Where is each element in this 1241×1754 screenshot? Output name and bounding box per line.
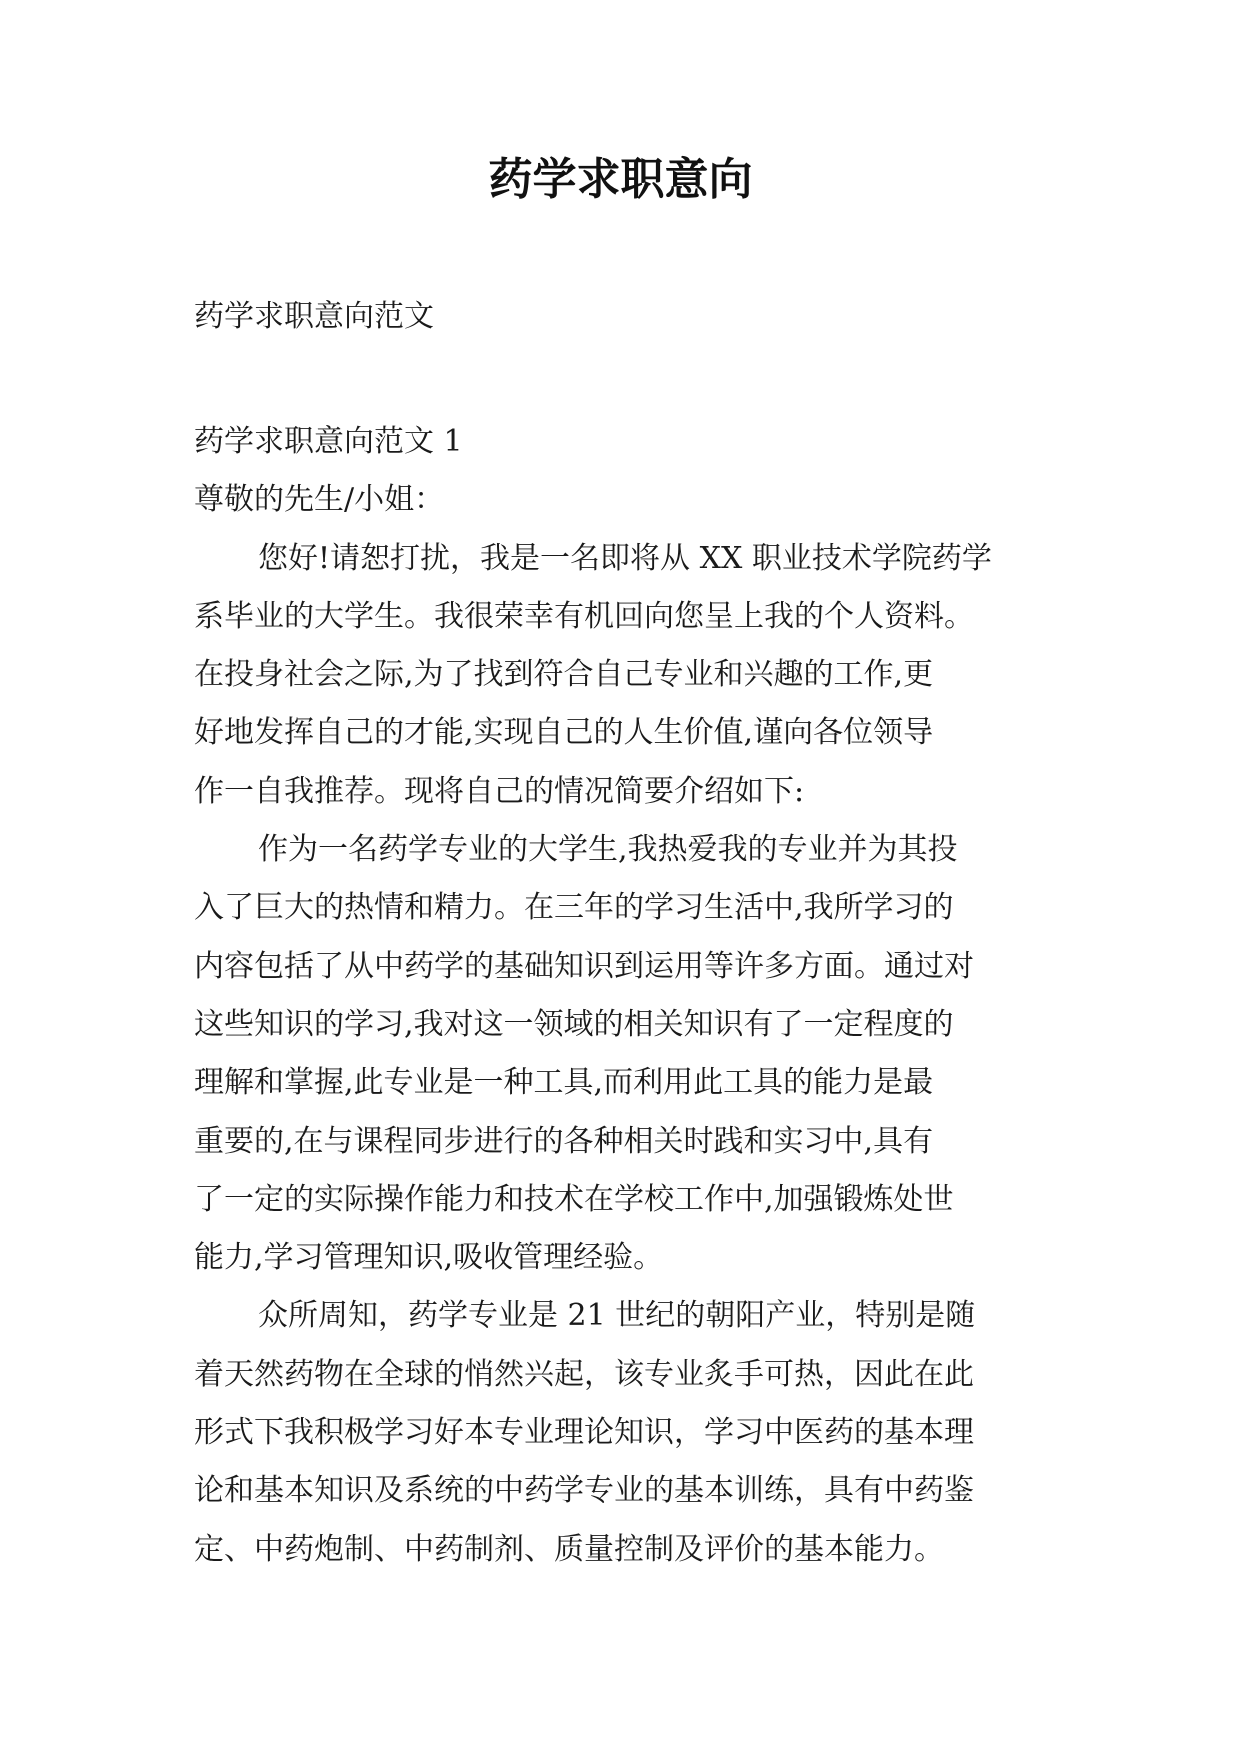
section-heading: 药学求职意向范文 1 (194, 424, 463, 459)
paragraph-line: 在投身社会之际,为了找到符合自己专业和兴趣的工作,更 (194, 657, 934, 693)
paragraph-line: 这些知识的学习,我对这一领域的相关知识有了一定程度的 (194, 1006, 954, 1042)
paragraph-3 (194, 1287, 1054, 1578)
paragraph-line: 作为一名药学专业的大学生,我热爱我的专业并为其投 (258, 832, 958, 868)
paragraph-line: 形式下我积极学习好本专业理论知识，学习中医药的基本理 (194, 1415, 974, 1451)
paragraph-line: 系毕业的大学生。我很荣幸有机回向您呈上我的个人资料。 (194, 598, 974, 634)
paragraph-line: 重要的,在与课程同步进行的各种相关时践和实习中,具有 (194, 1123, 934, 1159)
paragraph-2 (194, 821, 1054, 1287)
paragraph-1 (194, 530, 1054, 821)
paragraph-line: 内容包括了从中药学的基础知识到运用等许多方面。通过对 (194, 948, 974, 984)
paragraph-line: 了一定的实际操作能力和技术在学校工作中,加强锻炼处世 (194, 1181, 954, 1217)
salutation: 尊敬的先生/小姐： (194, 482, 445, 518)
document-title: 药学求职意向 (488, 154, 753, 205)
paragraph-line: 能力,学习管理知识,吸收管理经验。 (194, 1240, 664, 1276)
paragraph-line: 定、中药炮制、中药制剂、质量控制及评价的基本能力。 (194, 1531, 944, 1567)
paragraph-line: 作一自我推荐。现将自己的情况简要介绍如下: (194, 773, 805, 809)
paragraph-line: 着天然药物在全球的悄然兴起，该专业炙手可热，因此在此 (194, 1356, 974, 1392)
paragraph-line: 论和基本知识及系统的中药学专业的基本训练，具有中药鉴 (194, 1473, 974, 1509)
document-subtitle: 药学求职意向范文 (194, 299, 434, 334)
paragraph-line: 入了巨大的热情和精力。在三年的学习生活中,我所学习的 (194, 890, 954, 926)
paragraph-line: 好地发挥自己的才能,实现自己的人生价值,谨向各位领导 (194, 715, 934, 751)
paragraph-line: 您好!请恕打扰，我是一名即将从 XX 职业技术学院药学 (258, 540, 992, 576)
document-body (194, 413, 1054, 1579)
paragraph-line: 众所周知，药学专业是 21 世纪的朝阳产业，特别是随 (258, 1298, 976, 1334)
paragraph-line: 理解和掌握,此专业是一种工具,而利用此工具的能力是最 (194, 1065, 934, 1101)
